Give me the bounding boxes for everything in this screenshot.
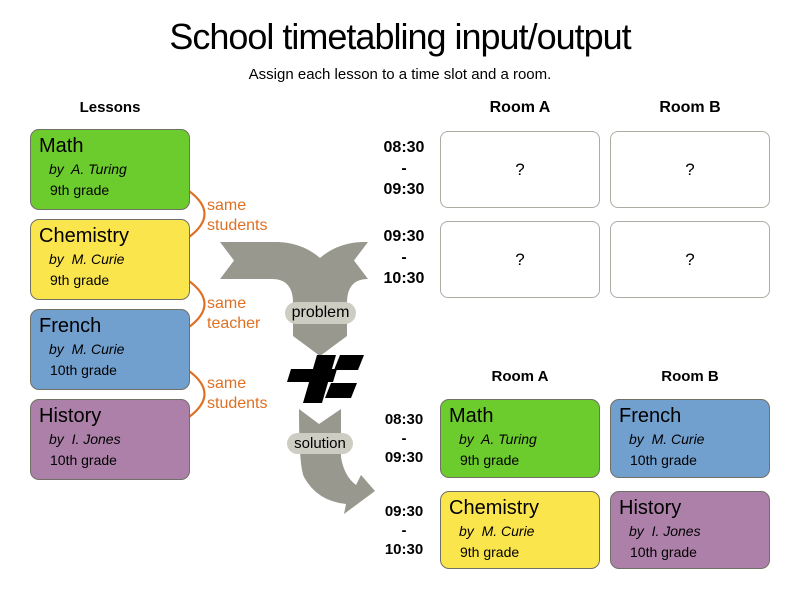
lesson-subject: Math — [39, 135, 84, 157]
lesson-grade: 9th grade — [50, 272, 110, 288]
constraint-line: same — [207, 197, 247, 214]
timeslot-start: 09:30 — [384, 503, 424, 520]
lessons-header: Lessons — [79, 99, 141, 116]
page-title: School timetabling input/output — [169, 16, 631, 57]
constraint-label-same-students-1 — [207, 196, 287, 236]
lesson-card-math — [30, 129, 190, 210]
input-slot-r1-room-b — [610, 131, 770, 208]
lesson-grade: 9th grade — [460, 452, 520, 468]
lesson-subject: Math — [449, 405, 494, 427]
lesson-teacher: by A. Turing — [459, 431, 537, 447]
unassigned-question-mark: ? — [685, 249, 695, 269]
solution-room-a-header: Room A — [491, 368, 549, 385]
lesson-grade: 10th grade — [50, 362, 117, 378]
input-room-a-header: Room A — [489, 99, 551, 116]
page-subtitle: Assign each lesson to a time slot and a room. — [248, 66, 552, 83]
lesson-teacher: by M. Curie — [49, 251, 125, 267]
timeslot-start: 08:30 — [383, 139, 425, 156]
input-timeslot-0930-1030 — [378, 226, 430, 289]
constraint-arc-same-students-2 — [189, 371, 205, 417]
lesson-teacher: by I. Jones — [49, 431, 121, 447]
constraint-line: students — [207, 217, 268, 234]
solution-curved-arrow — [299, 409, 375, 514]
lesson-grade: 9th grade — [460, 544, 520, 560]
constraint-line: same — [207, 295, 247, 312]
constraint-line: same — [207, 375, 247, 392]
lesson-grade: 10th grade — [630, 452, 697, 468]
input-slot-r2-room-a — [440, 221, 600, 298]
lesson-subject: History — [39, 405, 102, 427]
timeslot-end: 10:30 — [383, 270, 425, 287]
timeslot-dash: - — [401, 522, 407, 539]
lesson-teacher: by A. Turing — [49, 161, 127, 177]
timeslot-end: 10:30 — [384, 541, 424, 558]
lesson-grade: 10th grade — [50, 452, 117, 468]
unassigned-question-mark: ? — [685, 159, 695, 179]
unassigned-question-mark: ? — [515, 249, 525, 269]
solution-room-b-header: Room B — [661, 368, 719, 385]
input-room-b-header: Room B — [659, 99, 721, 116]
timeslot-dash: - — [401, 249, 407, 266]
lesson-card-french — [30, 309, 190, 390]
solution-timeslot-0930-1030 — [378, 502, 430, 559]
lesson-subject: History — [619, 497, 682, 519]
timeslot-end: 09:30 — [384, 449, 424, 466]
timefold-logo-icon — [287, 355, 364, 403]
lesson-teacher: by I. Jones — [629, 523, 701, 539]
unassigned-question-mark: ? — [515, 159, 525, 179]
constraint-label-same-students-2 — [207, 374, 287, 414]
lesson-subject: French — [619, 405, 682, 427]
lesson-subject: Chemistry — [39, 225, 130, 247]
timeslot-dash: - — [401, 160, 407, 177]
constraint-arc-same-teacher — [189, 281, 205, 327]
input-timeslot-0830-0930 — [378, 137, 430, 200]
constraint-arc-same-students-1 — [189, 191, 205, 237]
timeslot-dash: - — [401, 430, 407, 447]
solution-card-chemistry — [440, 491, 600, 569]
constraint-label-same-teacher — [207, 294, 287, 334]
timeslot-end: 09:30 — [383, 181, 425, 198]
input-slot-r1-room-a — [440, 131, 600, 208]
solution-card-math — [440, 399, 600, 478]
lesson-subject: Chemistry — [449, 497, 540, 519]
problem-label-pill: problem — [285, 302, 356, 324]
timeslot-start: 08:30 — [384, 411, 424, 428]
timeslot-start: 09:30 — [383, 228, 425, 245]
solution-card-french — [610, 399, 770, 478]
lesson-card-chemistry — [30, 219, 190, 300]
lesson-grade: 9th grade — [50, 182, 110, 198]
lesson-subject: French — [39, 315, 102, 337]
solution-label-pill: solution — [287, 433, 353, 454]
solution-timeslot-0830-0930 — [378, 410, 430, 467]
input-slot-r2-room-b — [610, 221, 770, 298]
lesson-grade: 10th grade — [630, 544, 697, 560]
lesson-teacher: by M. Curie — [629, 431, 705, 447]
lesson-card-history — [30, 399, 190, 480]
constraint-line: students — [207, 395, 268, 412]
lesson-teacher: by M. Curie — [49, 341, 125, 357]
constraint-line: teacher — [207, 315, 261, 332]
solution-card-history — [610, 491, 770, 569]
lesson-teacher: by M. Curie — [459, 523, 535, 539]
